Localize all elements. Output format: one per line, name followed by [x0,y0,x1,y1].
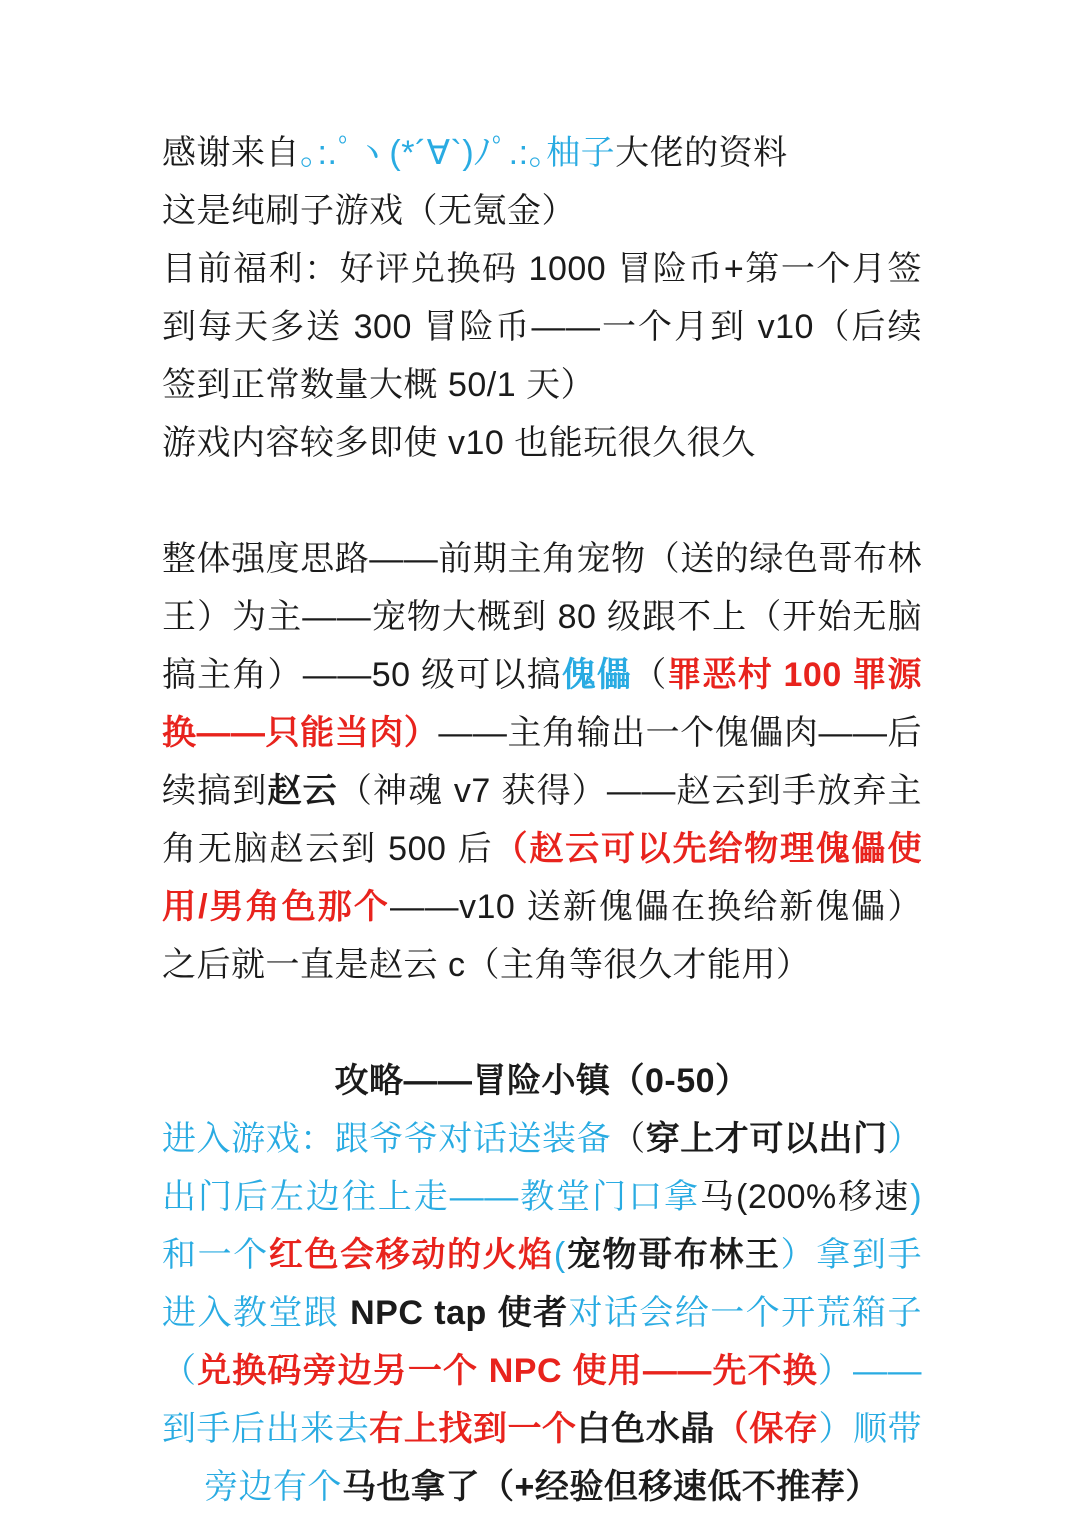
text-run: ——主角输出一个傀儡肉——后续搞到 [162,714,923,810]
text-run: 游戏内容较多即使 v10 也能玩很久很久 [162,424,756,462]
text-run: ）出门后左边往上走——教堂门口拿 [162,1120,923,1216]
paragraph-strategy [162,530,922,994]
paragraph-welfare [162,240,922,414]
text-run: ）拿到手进入教堂跟 [162,1236,923,1332]
heading-text: 攻略——冒险小镇（0-50） [334,1062,750,1100]
text-run: 对话会给一个开荒箱子（ [162,1294,922,1390]
text-run: 马也拿了（+经验但移速低不推荐） [342,1468,880,1506]
text-run: 红色会移动的火焰 [268,1236,554,1274]
text-run: )和一个 [162,1178,923,1274]
text-run: 穿上才可以出门 [645,1120,888,1158]
text-run: ——v10 送新傀儡在换给新傀儡）之后就一直是赵云 c（主角等很久才能用） [162,888,922,984]
blank-line [162,994,922,1052]
text-run: ）顺带旁边有个 [204,1410,923,1506]
text-run: 大佬的资料 [615,134,788,172]
kaomoji-credit: ｡:.ﾟヽ(*´∀`)ﾉﾟ.:｡柚子 [300,134,616,172]
text-run: 傀儡 [561,656,633,694]
text-run: 感谢来自 [162,134,300,172]
text-run: 目前福利：好评兑换码 1000 冒险币+第一个月签到每天多送 300 冒险币——一个月到 v10（后续签到正常数量大概 50/1 天） [162,250,922,404]
paragraph-guide [162,1110,922,1516]
section-heading [162,1052,922,1110]
text-run: 这是纯刷子游戏（无氪金） [162,192,576,230]
blank-line [162,472,922,530]
text-run: （保存 [714,1410,819,1448]
text-run: NPC tap 使者 [350,1294,569,1332]
text-run: （神魂 v7 获得）——赵云到手放弃主角无脑赵云到 500 后 [162,772,923,868]
text-run: 白色水晶 [576,1410,715,1448]
text-run: ( [553,1236,566,1274]
text-run: （ [611,1120,646,1158]
text-run: 右上找到一个 [369,1410,577,1448]
text-run: 马(200%移速 [700,1178,911,1216]
text-run: （赵云可以先给物理傀儡使用/男角色那个 [162,830,923,926]
text-run: 整体强度思路——前期主角宠物（送的绿色哥布林王）为主——宠物大概到 80 级跟不上（开始无脑搞主角）——50 级可以搞 [162,540,922,694]
text-run: 宠物哥布林王 [565,1236,781,1274]
paragraph-thanks [162,124,922,182]
text-run: 罪恶村 100 罪源换——只能当肉） [162,656,923,752]
text-run: （ [632,656,668,694]
paragraph-game-type [162,182,922,240]
text-run: 进入游戏：跟爷爷对话送装备 [162,1120,612,1158]
text-run: 赵云 [267,772,338,810]
paragraph-longevity [162,414,922,472]
text-run: ）——到手后出来去 [162,1352,923,1448]
text-run: 兑换码旁边另一个 NPC 使用——先不换 [197,1352,818,1390]
